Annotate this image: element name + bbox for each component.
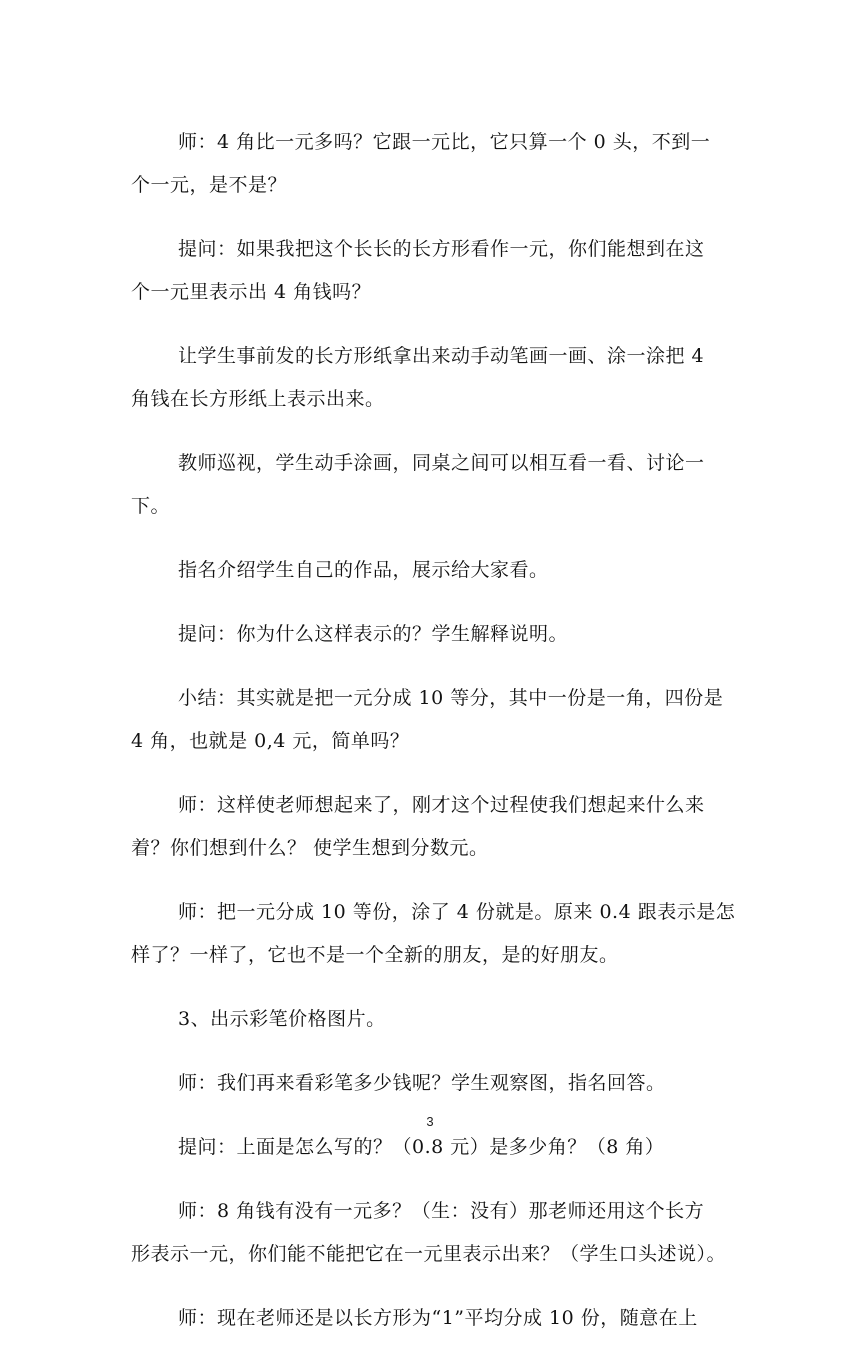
paragraph-line: 提问：你为什么这样表示的？学生解释说明。 [178, 623, 569, 645]
paragraph-line: 小结：其实就是把一元分成 10 等分，其中一份是一角，四份是 [178, 687, 724, 709]
paragraph-line: 样了？一样了，它也不是一个全新的朋友，是的好朋友。 [131, 944, 619, 966]
paragraph-line: 4 角，也就是 0,4 元，简单吗？ [131, 730, 410, 752]
paragraph [131, 677, 731, 763]
paragraph [131, 121, 731, 207]
paragraph [131, 549, 731, 592]
paragraph-line: 师：这样使老师想起来了，刚才这个过程使我们想起来什么来 [178, 794, 705, 816]
paragraph-line: 个一元，是不是？ [131, 174, 288, 196]
paragraph [131, 613, 731, 656]
paragraph-line: 3、出示彩笔价格图片。 [178, 1008, 386, 1030]
paragraph [131, 891, 736, 977]
paragraph-line: 形表示一元，你们能不能把它在一元里表示出来？（学生口头述说）。 [131, 1243, 727, 1265]
paragraph-line: 着？你们想到什么？ 使学生想到分数元。 [131, 837, 489, 859]
paragraph-line: 师：4 角比一元多吗？它跟一元比，它只算一个 0 头，不到一 [178, 131, 711, 153]
paragraph-line: 让学生事前发的长方形纸拿出来动手动笔画一画、涂一涂把 4 [178, 345, 705, 367]
paragraph [131, 998, 731, 1041]
paragraph-line: 下。 [131, 495, 171, 517]
paragraph-line: 师：我们再来看彩笔多少钱呢？学生观察图，指名回答。 [178, 1072, 666, 1094]
paragraph-line: 师：8 角钱有没有一元多？（生：没有）那老师还用这个长方 [178, 1200, 705, 1222]
paragraph [131, 335, 731, 421]
paragraph [131, 1297, 731, 1340]
paragraph-line: 提问：上面是怎么写的？（0.8 元）是多少角？（8 角） [178, 1136, 665, 1158]
paragraph-line: 教师巡视，学生动手涂画，同桌之间可以相互看一看、讨论一 [178, 452, 705, 474]
paragraph-line: 角钱在长方形纸上表示出来。 [131, 388, 385, 410]
paragraph [131, 228, 731, 314]
paragraph [131, 442, 731, 528]
paragraph-line: 指名介绍学生自己的作品，展示给大家看。 [178, 559, 549, 581]
paragraph [131, 1190, 731, 1276]
paragraph-line: 提问：如果我把这个长长的长方形看作一元，你们能想到在这 [178, 238, 705, 260]
document-body [131, 121, 736, 1361]
paragraph-line: 师：现在老师还是以长方形为“1”平均分成 10 份，随意在上 [178, 1307, 698, 1329]
paragraph [131, 1126, 731, 1169]
paragraph [131, 784, 731, 870]
paragraph-line: 个一元里表示出 4 角钱吗？ [131, 281, 372, 303]
paragraph-line: 师：把一元分成 10 等份，涂了 4 份就是。原来 0.4 跟表示是怎 [178, 901, 736, 923]
page-number: 3 [426, 1114, 434, 1129]
paragraph [131, 1062, 731, 1105]
